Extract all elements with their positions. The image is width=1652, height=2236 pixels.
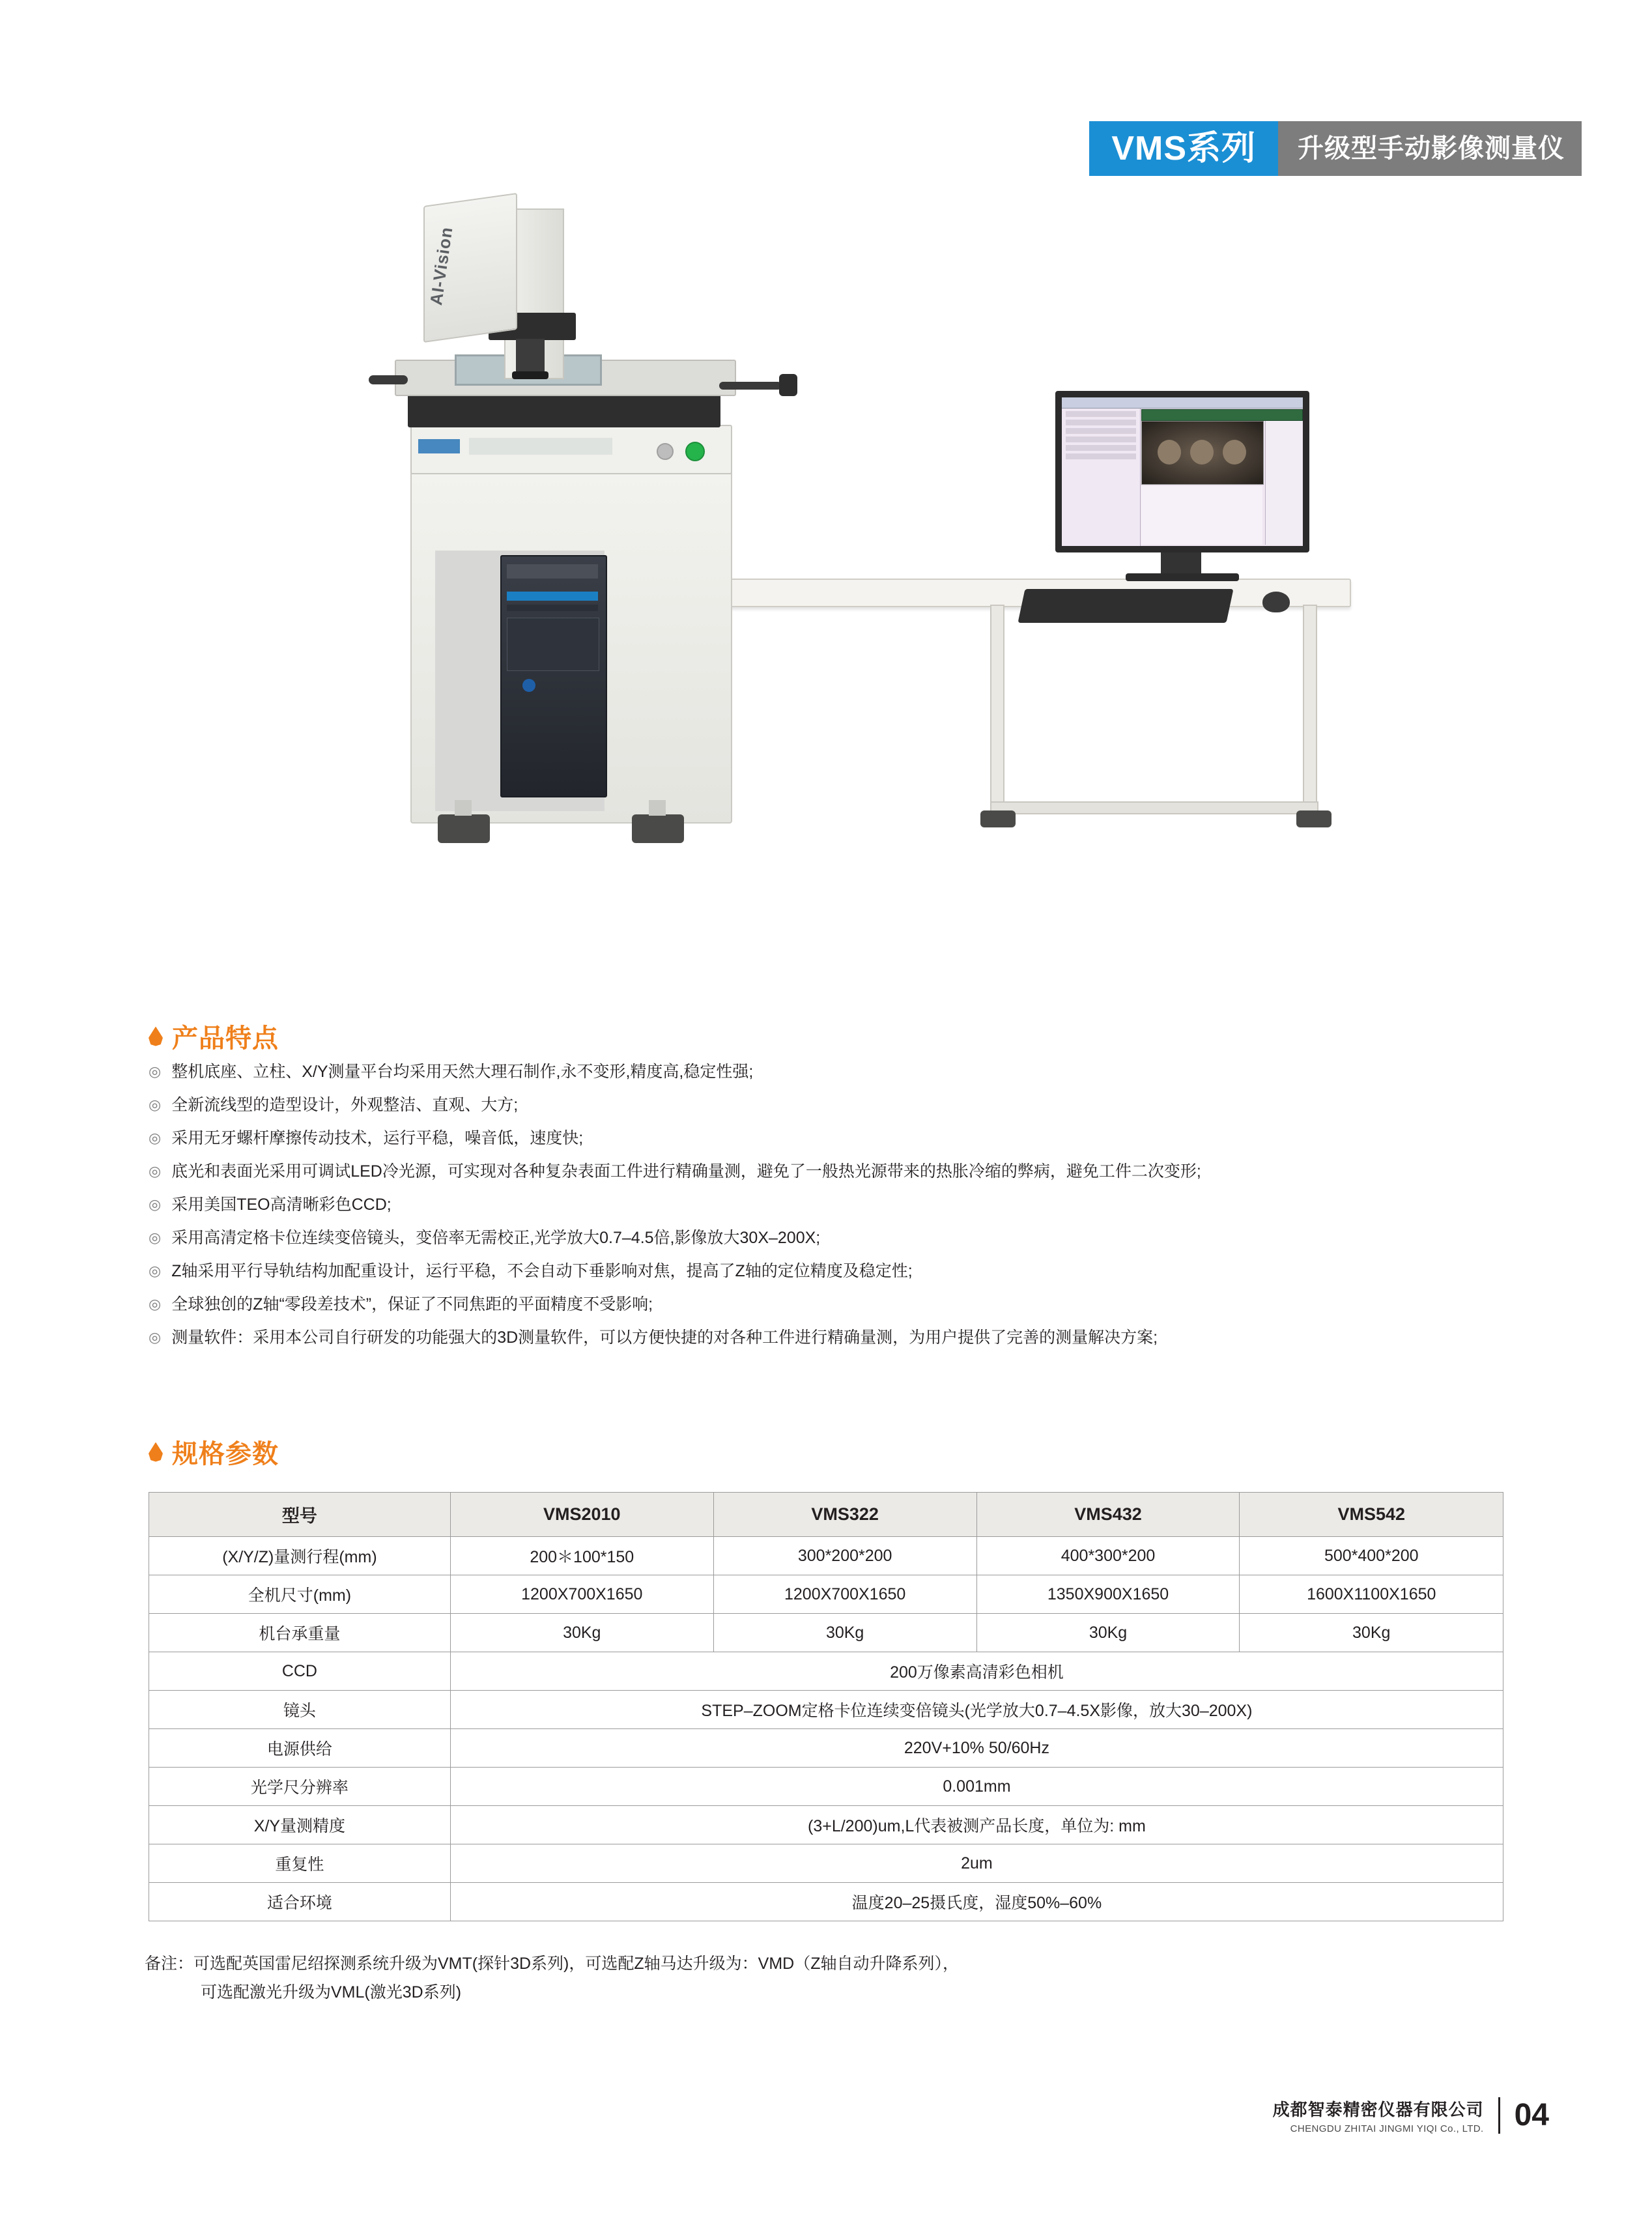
- software-image-view: [1141, 421, 1264, 485]
- table-row: [149, 1883, 1503, 1921]
- monitor-base: [1126, 573, 1239, 581]
- software-list-row: [1066, 445, 1136, 451]
- row-value: 30Kg: [1240, 1614, 1503, 1652]
- cabinet-brand-logo: [418, 439, 460, 453]
- row-value: 30Kg: [450, 1614, 713, 1652]
- pc-tower-front-panel: [507, 618, 599, 671]
- feature-text: 测量软件：采用本公司自行研发的功能强大的3D测量软件，可以方便快捷的对各种工件进行精确量测，为用户提供了完善的测量解决方案;: [171, 1328, 1158, 1347]
- row-value: 1350X900X1650: [976, 1575, 1240, 1614]
- software-bottom-panel: [1141, 486, 1262, 545]
- desk-leg-left: [990, 605, 1004, 817]
- features-list: [149, 1061, 1543, 1360]
- row-label: (X/Y/Z)量测行程(mm): [149, 1537, 451, 1575]
- company-name-cn: 成都智泰精密仪器有限公司: [1272, 2100, 1484, 2119]
- table-row: [149, 1537, 1503, 1575]
- row-label: 机台承重量: [149, 1614, 451, 1652]
- software-toolbar: [1062, 397, 1303, 408]
- row-label: 重复性: [149, 1844, 451, 1883]
- row-value: 500*400*200: [1240, 1537, 1503, 1575]
- specimen-feature: [1190, 440, 1214, 465]
- software-left-panel: [1062, 408, 1141, 546]
- table-body: [149, 1537, 1503, 1921]
- bullet-icon: ◎: [149, 1130, 162, 1146]
- table-row: [149, 1844, 1503, 1883]
- granite-base: [408, 391, 720, 427]
- bullet-icon: ◎: [149, 1296, 162, 1312]
- pc-tower-vent: [507, 605, 598, 611]
- bullet-icon: ◎: [149, 1196, 162, 1212]
- specimen-feature: [1158, 440, 1181, 465]
- product-photo: [339, 195, 1355, 958]
- objective-lens: [512, 371, 548, 379]
- software-list-row: [1066, 453, 1136, 459]
- monitor-stand: [1161, 552, 1201, 576]
- software-right-panel: [1265, 421, 1302, 545]
- machine-brand-label: AI-Vision: [425, 225, 457, 307]
- row-label: CCD: [149, 1652, 451, 1691]
- specs-section-heading: [149, 1433, 279, 1470]
- table-row: [149, 1614, 1503, 1652]
- series-title: VMS系列: [1089, 121, 1278, 176]
- feature-text: 全球独创的Z轴“零段差技术”，保证了不同焦距的平面精度不受影响;: [171, 1295, 653, 1313]
- feature-item: [149, 1061, 1543, 1083]
- page-number: 04: [1514, 2098, 1549, 2132]
- row-value-merged: STEP–ZOOM定格卡位连续变倍镜头(光学放大0.7–4.5X影像，放大30–200X): [450, 1691, 1503, 1729]
- specs-heading-text: 规格参数: [172, 1440, 279, 1469]
- bullet-icon: ◎: [149, 1063, 162, 1080]
- company-name-en: CHENGDU ZHITAI JINGMI YIQI Co., LTD.: [1290, 2123, 1484, 2134]
- row-label: 电源供给: [149, 1729, 451, 1768]
- row-value: 300*200*200: [713, 1537, 976, 1575]
- row-value: 400*300*200: [976, 1537, 1240, 1575]
- machine-foot-right: [632, 814, 684, 843]
- feature-item: [149, 1194, 1543, 1216]
- row-value: 1600X1100X1650: [1240, 1575, 1503, 1614]
- feature-text: 全新流线型的造型设计，外观整洁、直观、大方;: [171, 1096, 519, 1114]
- table-remark: [145, 1949, 1526, 2007]
- row-value-merged: 200万像素高清彩色相机: [450, 1652, 1503, 1691]
- remark-line-1: 备注：可选配英国雷尼绍探测系统升级为VMT(探针3D系列)，可选配Z轴马达升级为：VMD（Z轴自动升降系列），: [145, 1955, 959, 1973]
- feature-item: [149, 1160, 1543, 1182]
- feature-item: [149, 1260, 1543, 1282]
- table-row: [149, 1652, 1503, 1691]
- column-header-vms432: VMS432: [976, 1493, 1240, 1537]
- desk-foot-pad-left: [980, 810, 1016, 827]
- software-list-row: [1066, 420, 1136, 425]
- feature-text: 采用美国TEO高清晰彩色CCD;: [171, 1196, 392, 1214]
- stage-adjust-knob: [779, 374, 797, 396]
- feature-text: Z轴采用平行导轨结构加配重设计，运行平稳，不会自动下垂影响对焦，提高了Z轴的定位精度及稳定性;: [171, 1262, 913, 1280]
- row-value: 200＊100*150: [450, 1537, 713, 1575]
- features-heading-text: 产品特点: [172, 1024, 279, 1053]
- droplet-icon: [149, 1027, 163, 1046]
- pc-tower-power-led: [522, 679, 535, 692]
- table-header-row: [149, 1493, 1503, 1537]
- desk-leg-right: [1303, 605, 1317, 817]
- feature-text: 整机底座、立柱、X/Y测量平台均采用天然大理石制作,永不变形,精度高,稳定性强;: [171, 1063, 754, 1081]
- table-header: [149, 1493, 1503, 1537]
- software-status-bar: [1141, 409, 1303, 421]
- mouse: [1262, 592, 1290, 612]
- stage-handle-right: [719, 382, 782, 390]
- feature-item: [149, 1293, 1543, 1315]
- cabinet-power-button: [685, 442, 705, 461]
- bullet-icon: ◎: [149, 1096, 162, 1113]
- row-value: 30Kg: [713, 1614, 976, 1652]
- pc-tower-accent-strip: [507, 592, 598, 601]
- page-footer: [1273, 2097, 1549, 2134]
- column-header-model: 型号: [149, 1493, 451, 1537]
- machine-foot-left: [438, 814, 490, 843]
- table-row: [149, 1691, 1503, 1729]
- machine-foot-right-stem: [649, 800, 666, 816]
- feature-text: 底光和表面光采用可调试LED冷光源，可实现对各种复杂表面工件进行精确量测，避免了一般热光源带来的热胀冷缩的弊病，避免工件二次变形;: [171, 1162, 1201, 1181]
- machine-foot-left-stem: [455, 800, 472, 816]
- remark-line-2: 可选配激光升级为VML(激光3D系列): [201, 1983, 462, 2001]
- row-value-merged: 0.001mm: [450, 1768, 1503, 1806]
- column-header-vms2010: VMS2010: [450, 1493, 713, 1537]
- table-row: [149, 1729, 1503, 1768]
- stage-handle-left: [369, 375, 408, 384]
- cabinet-label-plate: [469, 438, 612, 455]
- table-row: [149, 1806, 1503, 1844]
- software-list-row: [1066, 428, 1136, 434]
- series-subtitle: 升级型手动影像测量仪: [1278, 121, 1582, 176]
- feature-item: [149, 1326, 1543, 1349]
- row-label: 全机尺寸(mm): [149, 1575, 451, 1614]
- row-value-merged: 220V+10% 50/60Hz: [450, 1729, 1503, 1768]
- row-label: 镜头: [149, 1691, 451, 1729]
- feature-item: [149, 1127, 1543, 1149]
- bullet-icon: ◎: [149, 1163, 162, 1179]
- table-row: [149, 1768, 1503, 1806]
- specifications-table: [149, 1492, 1503, 1921]
- features-section-heading: [149, 1018, 279, 1055]
- row-label: 适合环境: [149, 1883, 451, 1921]
- bullet-icon: ◎: [149, 1229, 162, 1246]
- footer-company-block: [1273, 2097, 1484, 2134]
- row-value-merged: 2um: [450, 1844, 1503, 1883]
- bullet-icon: ◎: [149, 1329, 162, 1345]
- row-label: X/Y量测精度: [149, 1806, 451, 1844]
- feature-text: 采用无牙螺杆摩擦传动技术，运行平稳，噪音低，速度快;: [171, 1129, 584, 1147]
- feature-item: [149, 1094, 1543, 1116]
- row-label: 光学尺分辨率: [149, 1768, 451, 1806]
- row-value-merged: (3+L/200)um,L代表被测产品长度，单位为: mm: [450, 1806, 1503, 1844]
- desk-foot-bar: [990, 801, 1318, 814]
- page-header-banner: [1089, 121, 1582, 176]
- droplet-icon: [149, 1442, 163, 1462]
- desk-top-surface: [691, 579, 1351, 607]
- row-value-merged: 温度20–25摄氏度，湿度50%–60%: [450, 1883, 1503, 1921]
- software-list-row: [1066, 411, 1136, 417]
- feature-text: 采用高清定格卡位连续变倍镜头，变倍率无需校正,光学放大0.7–4.5倍,影像放大30X–200X;: [171, 1229, 821, 1247]
- monitor-screen: [1062, 397, 1303, 546]
- row-value: 1200X700X1650: [713, 1575, 976, 1614]
- column-header-vms322: VMS322: [713, 1493, 976, 1537]
- row-value: 30Kg: [976, 1614, 1240, 1652]
- table-row: [149, 1575, 1503, 1614]
- feature-item: [149, 1227, 1543, 1249]
- software-list-row: [1066, 437, 1136, 442]
- row-value: 1200X700X1650: [450, 1575, 713, 1614]
- cabinet-knob: [657, 443, 674, 460]
- bullet-icon: ◎: [149, 1263, 162, 1279]
- desk-foot-pad-right: [1296, 810, 1332, 827]
- column-header-vms542: VMS542: [1240, 1493, 1503, 1537]
- footer-divider: [1498, 2097, 1500, 2134]
- specimen-feature: [1223, 440, 1246, 465]
- pc-tower-drive-bay: [507, 564, 598, 579]
- keyboard: [1018, 589, 1233, 623]
